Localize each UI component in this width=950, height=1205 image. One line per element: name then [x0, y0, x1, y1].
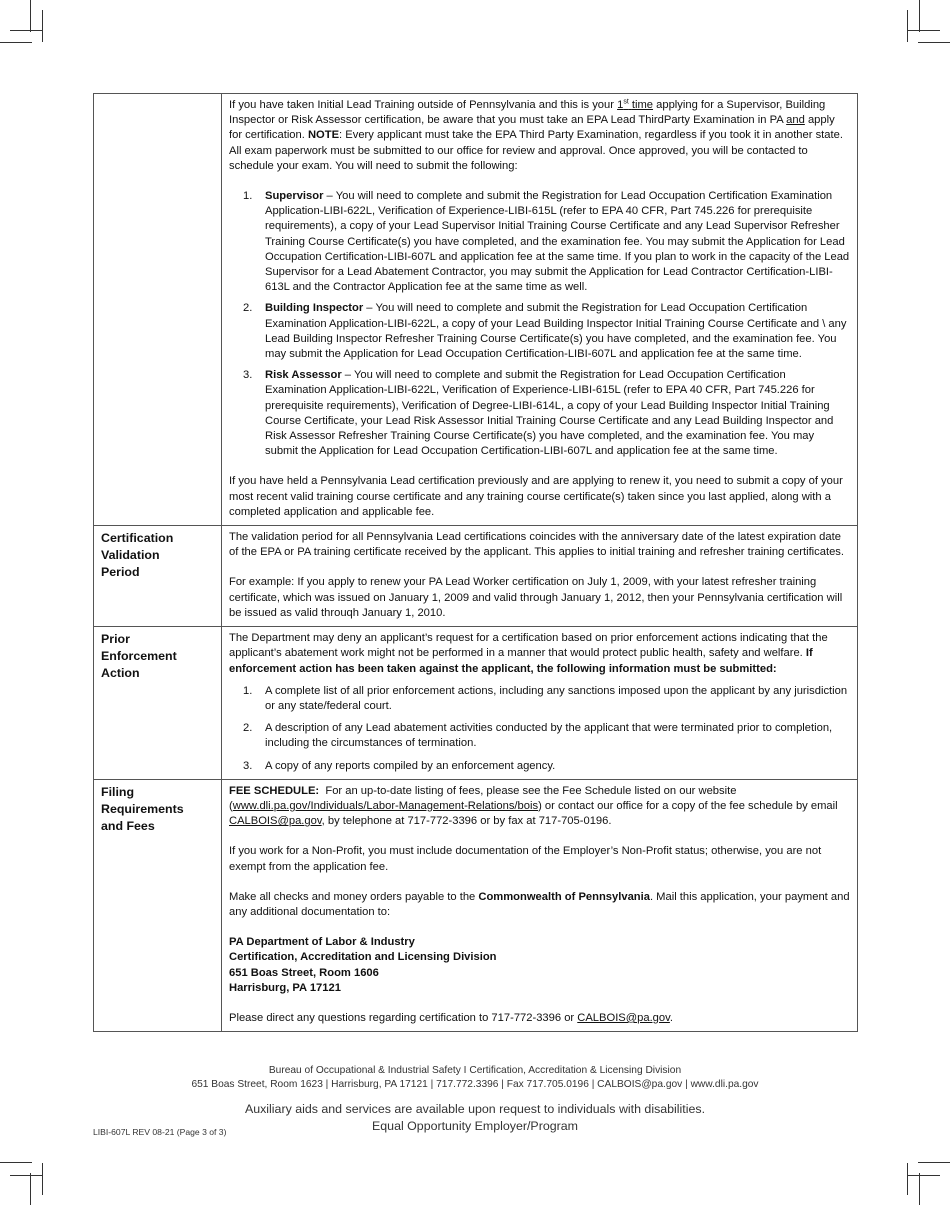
footer-aids-line: Auxiliary aids and services are available upon request to individuals with disabilities.	[244, 1102, 706, 1116]
crop-mark	[30, 0, 31, 32]
footer-address-line: 651 Boas Street, Room 1623 | Harrisburg, PA 17121 | 717.772.3396 | Fax 717.705.0196 | CALBOIS@pa.gov | www.dli.pa.gov	[191, 1079, 759, 1090]
renewal-paragraph: If you have held a Pennsylvania Lead certification previously and are applying to renew it, you need to submit a copy of your most recent valid training course certificate and any training course certificate(s) taken since you last applied, along with a completed application and applicable fee.	[229, 475, 843, 518]
list-item: 3. Risk Assessor – You will need to complete and submit the Registration for Lead Occupation Certification Examination Application-LIBI-622L, Verification of Experience-LIBI-615L (refer to EPA 40 CFR, Part 745.226 for prerequisite requirements), Verification of Degree-LIBI-614L, a copy of your Lead Building Inspector Initial Training Course Certificate, your Lead Risk Assessor Initial Training Course Certificate and any Lead Building Inspector and Risk Assessor Refresher Training Course Certificate(s) you have completed, and the examination fee. You may submit the Application for Lead Occupation Certification-LIBI-607L and application fee at the same time.	[243, 369, 834, 458]
website-link[interactable]: www.dli.pa.gov/Individuals/Labor-Management-Relations/bois	[232, 799, 539, 812]
crop-mark	[907, 10, 908, 42]
email-link[interactable]: CALBOIS@pa.gov	[229, 815, 322, 828]
list-item: 1. Supervisor – You will need to complete and submit the Registration for Lead Occupation Certification Examination Application-LIBI-622L, Verification of Experience-LIBI-615L (refer to EPA 40 CFR, Part 745.226 for prerequisite requirements), a copy of your Lead Supervisor Initial Training Course Certificate and any Lead Supervisor Refresher Training Course Certificate(s) you have completed, and the examination fee. You may submit the Application for Lead Occupation Certification-LIBI-607L and application fee at the same time. If you plan to work in the capacity of the Lead Supervisor for a Lead Abatement Contractor, you may submit the Application for Lead Contractor Certification-LIBI-613L and the Contractor Application fee at the same time as well.	[243, 190, 850, 294]
row-label: Certification Validation Period	[94, 526, 222, 627]
crop-mark	[42, 1163, 43, 1195]
footer-bureau-line: Bureau of Occupational & Industrial Safety I Certification, Accreditation & Licensing Division	[268, 1065, 682, 1076]
crop-mark	[0, 1162, 32, 1163]
nonprofit-paragraph: If you work for a Non-Profit, you must include documentation of the Employer’s Non-Profit status; otherwise, you are not exempt from the application fee.	[229, 845, 822, 873]
crop-mark	[30, 1173, 31, 1205]
enforcement-list	[229, 684, 850, 774]
table-row	[94, 779, 858, 1031]
row-label: Prior Enforcement Action	[94, 627, 222, 780]
footer-contact	[0, 1064, 950, 1092]
table-row	[94, 526, 858, 627]
row-content	[222, 779, 858, 1031]
requirements-table	[93, 93, 858, 1032]
mailing-address: PA Department of Labor & Industry Certification, Accreditation and Licensing Division 651 Boas Street, Room 1606 Harrisburg, PA 17121	[229, 936, 497, 994]
email-link[interactable]: CALBOIS@pa.gov	[577, 1011, 670, 1024]
footer-eeo-line: Equal Opportunity Employer/Program	[372, 1119, 578, 1133]
example-paragraph: For example: If you apply to renew your PA Lead Worker certification on July 1, 2009, with your latest refresher training certificate, which was issued on January 1, 2009 and valid through January 1, 2012, then your Pennsylvania certification will be issued as valid throuqh January 1, 2010.	[229, 576, 843, 619]
crop-mark	[10, 30, 42, 31]
crop-mark	[0, 42, 32, 43]
list-item: 2. Building Inspector – You will need to complete and submit the Registration for Lead Occupation Certification Examination Application-LIBI-622L, a copy of your Lead Building Inspector Initial Training Course Certificate and \ any Lead Building Inspector Refresher Training Course Certificate(s) you have completed, and the examination fee. You may submit the Application for Lead Occupation Certification-LIBI-607L and application fee at the same time.	[243, 302, 847, 361]
row-content	[222, 94, 858, 526]
crop-mark	[918, 42, 950, 43]
intro-paragraph: If you have taken Initial Lead Training outside of Pennsylvania and this is your 1st time applying for a Supervisor, Building Inspector or Risk Assessor certification, be aware that you must take an EPA Lead ThirdParty Examination in PA and apply for certification. NOTE: Every applicant must take the EPA Third Party Examination, regardless if you took it in another state. All exam paperwork must be submitted to our office for review and approval. Once approved, you will be contacted to schedule your exam. You will need to submit the following:	[229, 98, 843, 172]
exam-steps-list	[229, 189, 850, 459]
crop-mark	[10, 1175, 42, 1176]
table-row	[94, 627, 858, 780]
crop-mark	[908, 1175, 940, 1176]
list-item: 3. A copy of any reports compiled by an enforcement agency.	[243, 759, 556, 772]
crop-mark	[919, 0, 920, 32]
form-id: LIBI-607L REV 08-21 (Page 3 of 3)	[93, 1127, 227, 1137]
fee-schedule-paragraph: FEE SCHEDULE: For an up-to-date listing of fees, please see the Fee Schedule listed on our website (www.dli.pa.gov/Individuals/Labor-Management-Relations/bois) or contact our office for a copy of the fee schedule by email CALBOIS@pa.gov, by telephone at 717-772-3396 or by fax at 717-705-0196.	[229, 784, 838, 828]
questions-paragraph: Please direct any questions regarding certification to 717-772-3396 or CALBOIS@pa.gov.	[229, 1011, 673, 1024]
row-content	[222, 526, 858, 627]
table-row	[94, 94, 858, 526]
crop-mark	[907, 1163, 908, 1195]
enforcement-paragraph: The Department may deny an applicant’s request for a certification based on prior enforcement actions indicating that the applicant’s abatement work might not be performed in a manner that would protect public health, safety and welfare. If enforcement action has been taken against the applicant, the following information must be submitted:	[229, 632, 828, 675]
row-label: Filing Requirements and Fees	[94, 779, 222, 1031]
list-item: 2. A description of any Lead abatement activities conducted by the applicant that were terminated prior to completion, including the circumstances of termination.	[243, 722, 833, 750]
validation-paragraph: The validation period for all Pennsylvania Lead certifications coincides with the anniversary date of the latest expiration date of the EPA or PA training certificate received by the applicant. This applies to initial training and refresher training certificates.	[229, 531, 845, 559]
crop-mark	[42, 10, 43, 42]
payable-paragraph: Make all checks and money orders payable to the Commonwealth of Pennsylvania. Mail this application, your payment and any additional documentation to:	[229, 890, 850, 918]
crop-mark	[908, 30, 940, 31]
crop-mark	[918, 1162, 950, 1163]
row-content	[222, 627, 858, 780]
row-label	[94, 94, 222, 526]
crop-mark	[919, 1173, 920, 1205]
list-item: 1. A complete list of all prior enforcement actions, including any sanctions imposed upon the applicant by any jurisdiction or any state/federal court.	[243, 684, 848, 712]
